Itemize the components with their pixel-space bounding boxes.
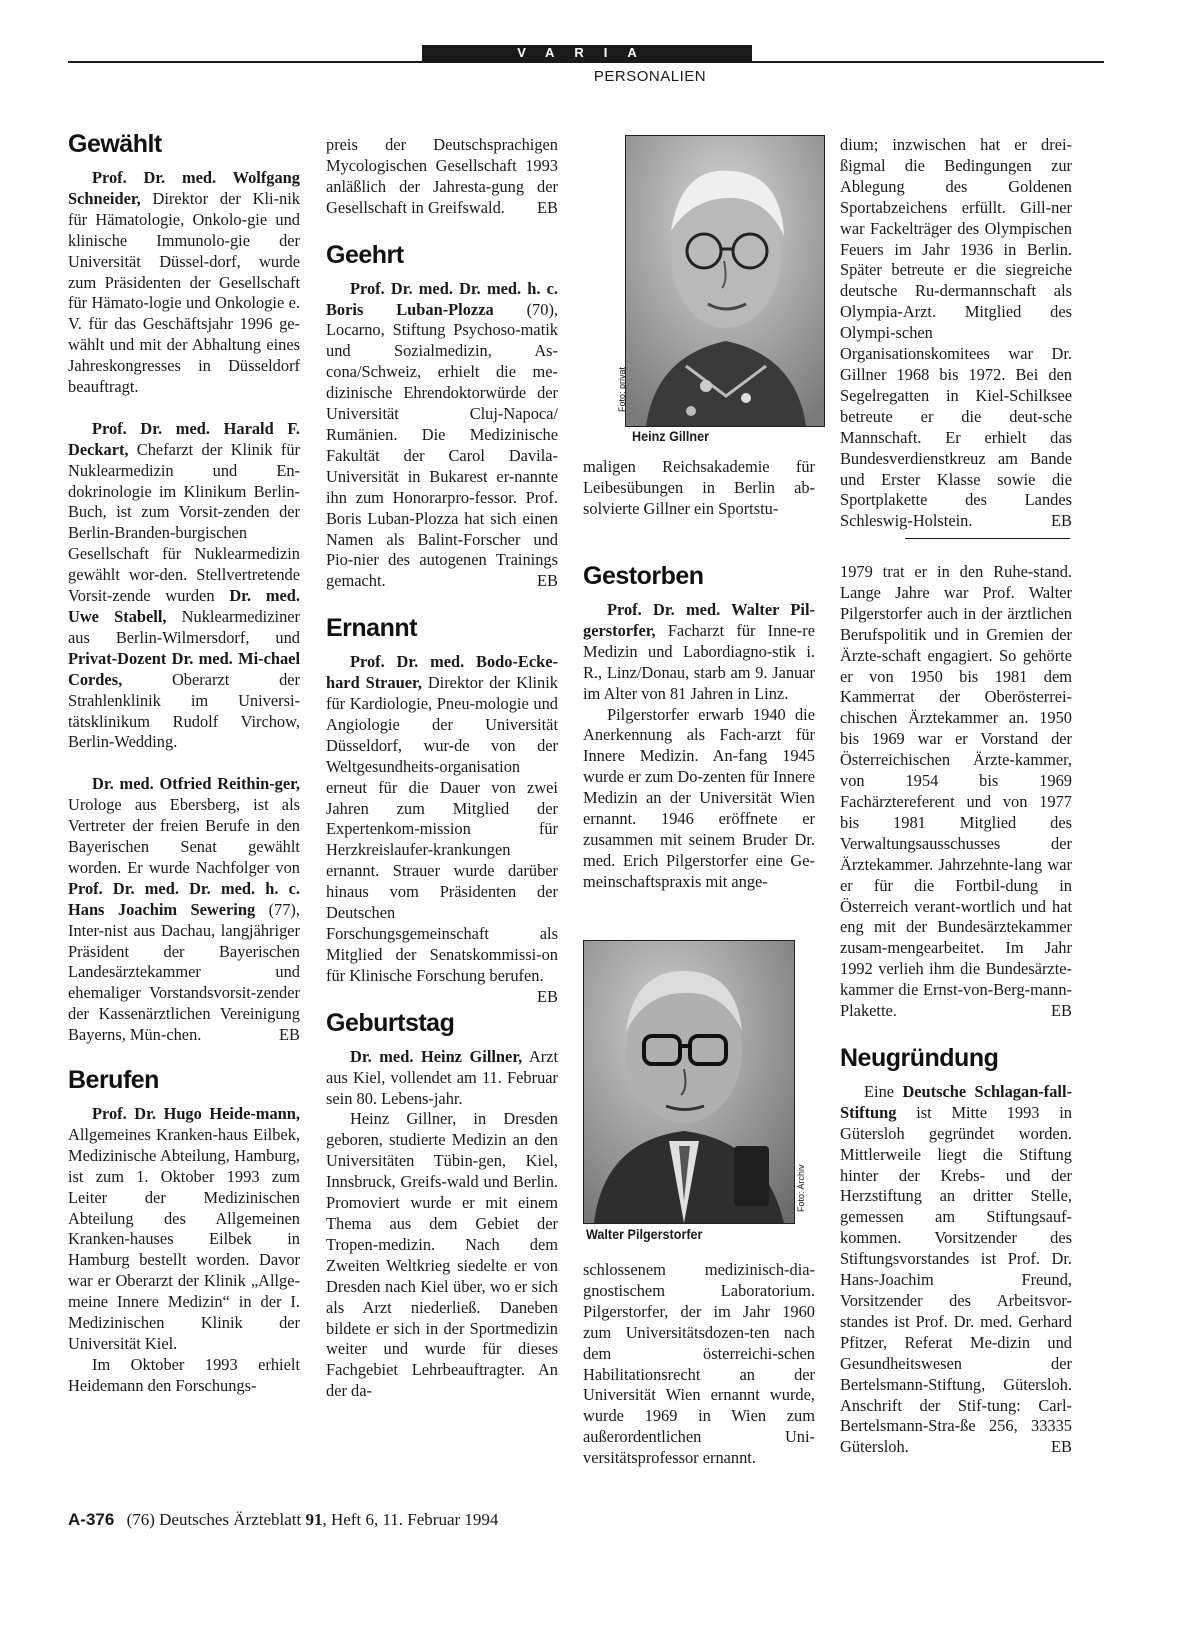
paragraph: Prof. Dr. med. Walter Pil-gerstorfer, Facharzt für Inne-re Medizin und Labordiagno-stik i. R., Linz/Donau, starb am 9. Januar im Alter von 81 Jahren in Linz. — [583, 600, 815, 703]
section-header-varia: VARIA — [422, 45, 752, 61]
journal-citation: (76) Deutsches Ärzteblatt — [126, 1510, 306, 1529]
author-initials: EB — [537, 571, 558, 591]
paragraph: 1979 trat er in den Ruhe-stand. Lange Jahre war Prof. Walter Pilgerstorfer auch in der ärztlichen Berufspolitik und in Gremien der Ärzte-schaft engagiert. So gehörte er von 1950 bis 1981 dem Kammerrat der Oberösterrei-chischen Ärztekammer an. 1950 bis 1969 war er Vorstand der Österreichischen Ärzte-kammer, von 1954 bis 1969 Fachärztereferent und von 1977 bis 1981 Mitglied des Verwaltungsausschusses der Ärztekammer. Jahrzehnte-lang war er für die Fortbil-dung in Österreich verant-wortlich und hat eng mit der Bundesärztekammer zusam-mengearbeitet. Im Jahr 1992 verlieh ihm die Bundesärzte-kammer die Ernst-von-Berg-mann-Plakette. EB — [840, 562, 1072, 1021]
subsection-title: PERSONALIEN — [593, 68, 707, 85]
author-initials: EB — [537, 986, 558, 1006]
author-initials: EB — [1051, 1437, 1072, 1457]
paragraph: Im Oktober 1993 erhielt Heidemann den Forschungs- — [68, 1354, 300, 1395]
paragraph: Heinz Gillner, in Dresden geboren, studierte Medizin an den Universitäten Tübin-gen, Kiel, Innsbruck, Greifs-wald und Berlin. Promoviert wurde er mit einem Thema aus dem Gebiet der Tropen-medizin. Nach dem Zweiten Weltkrieg siedelte er von Dresden nach Kiel über, wo er sich als Arzt niederließ. Daneben bildete er sich in der Sportmedizin weiter und wurde für dieses Fachgebiet Lehrbeauftragter. An der da- — [326, 1109, 558, 1401]
paragraph: schlossenem medizinisch-dia-gnostischem Laboratorium. Pilgerstorfer, der im Jahr 1960 zum Universitätsdozen-ten nach dem österreichi-schen Habilitationsrecht an der Universität Wien ernannt wurde, wurde 1969 in Wien zum außerordentlichen Uni-versitätsprofessor ernannt. — [583, 1260, 815, 1468]
column-3-end — [583, 1260, 815, 1469]
paragraph: Prof. Dr. med. Bodo-Ecke-hard Strauer, Direktor der Klinik für Kardiologie, Pneu-mologie und Angiologie der Universität Düsseldorf, wur-de von der Weltgesundheits-organisation erneut für die Dauer von zwei Jahren zum Mitglied der Expertenkom-mission für Herzkreislaufer-krankungen ernannt. Strauer wurde darüber hinaus vom Präsidenten der Deutschen Forschungsgemeinschaft als Mitglied der Senatskommissi-on für Klinische Forschung berufen. EB — [326, 652, 558, 1006]
column-3-bottom — [583, 562, 815, 893]
paragraph: Dr. med. Heinz Gillner, Arzt aus Kiel, vollendet am 11. Februar sein 80. Lebens-jahr. — [326, 1046, 558, 1108]
heading-berufen: Berufen — [68, 1066, 159, 1095]
page-footer — [68, 1510, 498, 1530]
photo-caption: Heinz Gillner — [632, 428, 710, 444]
column-1 — [68, 130, 300, 1397]
column-4-top — [840, 135, 1072, 532]
heading-ernannt: Ernannt — [326, 614, 417, 643]
photo-credit: Foto: privat — [617, 366, 627, 412]
journal-volume: 91 — [305, 1510, 323, 1529]
heading-gewaehlt: Gewählt — [68, 130, 162, 158]
portrait-illustration — [626, 136, 824, 426]
heading-gestorben: Gestorben — [583, 562, 704, 590]
portrait-photo-heinz-gillner — [625, 135, 825, 427]
author-initials: EB — [279, 1025, 300, 1045]
heading-geburtstag: Geburtstag — [326, 1008, 455, 1037]
paragraph: Prof. Dr. med. Dr. med. h. c. Boris Luban-Plozza (70), Locarno, Stiftung Psychoso-matik und Sozialmedizin, As-cona/Schweiz, erhielt die me-dizinische Ehrendoktorwürde der Universität Cluj-Napoca/ Rumänien. Die Medizinische Fakultät der Carol Davila-Universität in Bukarest er-nannte ihn zum Honorarpro-fessor. Prof. Boris Luban-Plozza hat sich einen Namen als Balint-Forscher und Pio-nier des autogenen Trainings gemacht. EB — [326, 278, 558, 591]
author-initials: EB — [1051, 1001, 1072, 1021]
paragraph: maligen Reichsakademie für Leibesübungen in Berlin ab-solvierte Gillner ein Sportstu- — [583, 457, 815, 518]
paragraph: Prof. Dr. Hugo Heide-mann, Allgemeines Kranken-haus Eilbek, Medizinische Abteilung, Hamburg, ist zum 1. Oktober 1993 zum Leiter der Medizinischen Abteilung des Allgemeinen Kranken-hauses Eilbek in Hamburg bestellt worden. Davor war er Oberarzt der Klinik „Allge-meine Innere Medizin“ in der I. Medizinischen Klinik der Universität Kiel. — [68, 1104, 300, 1353]
page-number: A-376 — [68, 1510, 115, 1529]
portrait-photo-walter-pilgerstorfer — [583, 940, 795, 1224]
paragraph: dium; inzwischen hat er drei-ßigmal die Bedingungen zur Ablegung des Goldenen Sportabzeichens erfüllt. Gill-ner war Fackelträger des Olympischen Feuers im Jahr 1936 in Berlin. Später betreute er die siegreiche deutsche Ru-dermannschaft als Olympia-Arzt. Mitglied des Olympi-schen Organisationskomitees war Dr. Gillner 1968 bis 1972. Bei den Segelregatten in Kiel-Schilksee betreute er die deut-sche Mannschaft. Er erhielt das Bundesverdienstkreuz am Bande und Erster Klasse sowie die Sportplakette des Landes Schleswig-Holstein. EB — [840, 135, 1072, 531]
column-3-top — [583, 457, 815, 520]
author-initials: EB — [537, 197, 558, 217]
paragraph: Prof. Dr. med. Wolfgang Schneider, Direktor der Kli-nik für Hämatologie, Onkolo-gie und klinische Immunolo-gie der Universität Düssel-dorf, wurde zum Präsidenten der Gesellschaft für Hämato-logie und Onkologie e. V. für das Geschäftsjahr 1996 ge-wählt und mit der Abhaltung eines Jahreskongresses in Düsseldorf beauftragt. — [68, 168, 300, 397]
paragraph: Prof. Dr. med. Harald F. Deckart, Chefarzt der Klinik für Nuklearmedizin und En-dokrinologie im Klinikum Berlin-Buch, ist zum Vorsit-zenden der Berlin-Branden-burgischen Gesellschaft für Nuklearmedizin gewählt wor-den. Stellvertretende Vorsit-zende wurden Dr. med. Uwe Stabell, Nuklearmediziner aus Berlin-Wilmersdorf, und Privat-Dozent Dr. med. Mi-chael Cordes, Oberarzt der Strahlenklinik im Universi-tätsklinikum Rudolf Virchow, Berlin-Wedding. — [68, 418, 300, 752]
section-divider — [905, 538, 1070, 539]
photo-caption: Walter Pilgerstorfer — [586, 1226, 703, 1242]
heading-geehrt: Geehrt — [326, 240, 404, 269]
paragraph: Pilgerstorfer erwarb 1940 die Anerkennung als Fach-arzt für Innere Medizin. An-fang 1945 wurde er zum Do-zenten für Innere Medizin an der Universität Wien ernannt. 1946 eröffnete er zusammen mit seinem Bruder Dr. med. Erich Pilgerstorfer eine Ge-meinschaftspraxis mit ange- — [583, 704, 815, 891]
heading-neugruendung: Neugründung — [840, 1043, 999, 1072]
portrait-illustration — [584, 941, 794, 1223]
header-rule — [68, 61, 1104, 63]
photo-credit: Foto: Archiv — [796, 1164, 806, 1212]
paragraph: Eine Deutsche Schlagan-fall-Stiftung ist Mitte 1993 in Gütersloh gegründet worden. Mittlerweile liegt die Stiftung hinter der Krebs- und der Herzstiftung an dritter Stelle, gemessen am Stiftungsauf-kommen. Vorsitzender des Stiftungsvorstandes ist Prof. Dr. Hans-Joachim Freund, Vorsitzender des Arbeitsvor-standes ist Prof. Dr. med. Gerhard Pfitzer, Referat Me-dizin und Gesundheitswesen der Bertelsmann-Stiftung, Gütersloh. Anschrift der Stif-tung: Carl-Bertelsmann-Stra-ße 256, 33335 Gütersloh. EB — [840, 1081, 1072, 1457]
journal-issue: , Heft 6, 11. Februar 1994 — [322, 1510, 499, 1529]
paragraph: Dr. med. Otfried Reithin-ger, Urologe aus Ebersberg, ist als Vertreter der freien Berufe in den Bayerischen Senat gewählt worden. Er wurde Nachfolger von Prof. Dr. med. Dr. med. h. c. Hans Joachim Sewering (77), Inter-nist aus Dachau, langjähriger Präsident der Bayerischen Landesärztekammer und ehemaliger Vorstandsvorsit-zender der Kassenärztlichen Vereinigung Bayerns, Mün-chen. EB — [68, 774, 300, 1045]
author-initials: EB — [1051, 511, 1072, 531]
column-2 — [326, 135, 558, 1402]
column-4-bottom — [840, 562, 1072, 1458]
paragraph: preis der Deutschsprachigen Mycologischen Gesellschaft 1993 anläßlich der Jahresta-gung der Gesellschaft in Greifswald. EB — [326, 135, 558, 217]
